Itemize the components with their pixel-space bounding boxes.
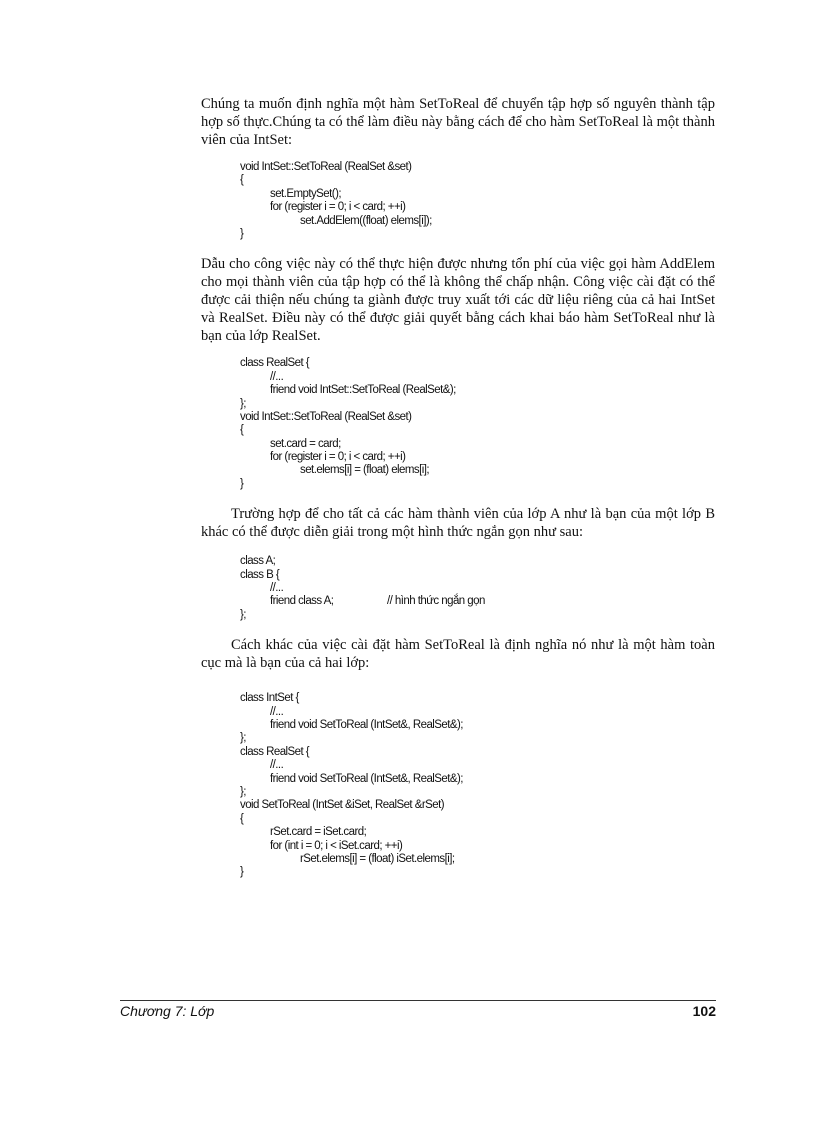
- code-line: for (register i = 0; i < card; ++i): [270, 451, 406, 464]
- paragraph-intro: Chúng ta muốn định nghĩa một hàm SetToReal để chuyển tập hợp số nguyên thành tập hợp số thực.Chúng ta có thể làm điều này bằng cách để cho hàm SetToReal là một thành viên của IntSet:: [201, 96, 715, 148]
- code-line: }: [240, 227, 244, 240]
- code-line: void IntSet::SetToReal (RealSet &set): [240, 161, 412, 173]
- code-block-global-friend: [201, 692, 715, 879]
- code-line: }: [240, 477, 244, 490]
- code-line: for (int i = 0; i < iSet.card; ++i): [270, 839, 403, 852]
- code-line: }: [240, 866, 244, 879]
- code-line: };: [240, 608, 246, 621]
- code-line: set.AddElem((float) elems[i]);: [300, 214, 432, 227]
- code-block-friend-member: [201, 357, 715, 491]
- code-block-member-settoreal: [201, 161, 715, 241]
- code-line: {: [240, 812, 244, 825]
- code-line: };: [240, 785, 246, 798]
- code-line: friend void IntSet::SetToReal (RealSet&);: [270, 384, 456, 397]
- code-line: };: [240, 397, 246, 410]
- code-block-friend-class: [201, 555, 715, 622]
- code-line: void SetToReal (IntSet &iSet, RealSet &rSet): [240, 799, 444, 812]
- code-line: //...: [270, 759, 284, 772]
- code-line: [201, 595, 715, 608]
- code-line: friend void SetToReal (IntSet&, RealSet&);: [270, 718, 463, 731]
- code-line: class RealSet {: [240, 745, 310, 758]
- code-line: {: [240, 424, 244, 437]
- paragraph-friend-class: Trường hợp để cho tất cả các hàm thành viên của lớp A như là bạn của một lớp B khác có thể được diễn giải trong một hình thức ngắn gọn như sau:: [201, 506, 715, 541]
- code-line: //...: [270, 582, 284, 595]
- code-line: class A;: [240, 555, 276, 568]
- code-line: rSet.elems[i] = (float) iSet.elems[i];: [300, 852, 455, 865]
- code-line: rSet.card = iSet.card;: [270, 826, 367, 839]
- code-line: };: [240, 732, 246, 745]
- code-line: set.EmptySet();: [270, 187, 341, 200]
- paragraph-friend-explanation: Dẫu cho công việc này có thể thực hiện được nhưng tổn phí của việc gọi hàm AddElem cho mọi thành viên của tập hợp có thể là không thể chấp nhận. Công việc cài đặt có thể được cải thiện nếu chúng ta giành được truy xuất tới các dữ liệu riêng của cả hai IntSet và RealSet. Điều này có thể được giải quyết bằng cách khai báo hàm SetToReal như là bạn của lớp RealSet.: [201, 256, 715, 345]
- footer-chapter-title: Chương 7: Lớp: [120, 1003, 215, 1019]
- code-line: class B {: [240, 568, 280, 581]
- code-line: for (register i = 0; i < card; ++i): [270, 201, 406, 214]
- code-line: class RealSet {: [240, 357, 310, 370]
- code-text: friend class A;: [270, 595, 334, 608]
- code-line: class IntSet {: [240, 692, 299, 705]
- code-line: //...: [270, 370, 284, 383]
- code-comment: // hình thức ngắn gọn: [387, 595, 485, 608]
- page-footer: [120, 1000, 716, 1019]
- code-line: set.card = card;: [270, 437, 341, 450]
- paragraph-global-function: Cách khác của việc cài đặt hàm SetToReal là định nghĩa nó như là một hàm toàn cục mà là bạn của cả hai lớp:: [201, 637, 715, 672]
- code-line: void IntSet::SetToReal (RealSet &set): [240, 410, 412, 423]
- page-number: 102: [692, 1003, 716, 1019]
- code-line: //...: [270, 705, 284, 718]
- code-line: set.elems[i] = (float) elems[i];: [300, 464, 430, 477]
- page-content: [201, 95, 715, 880]
- code-line: {: [240, 174, 244, 187]
- code-line: friend void SetToReal (IntSet&, RealSet&);: [270, 772, 463, 785]
